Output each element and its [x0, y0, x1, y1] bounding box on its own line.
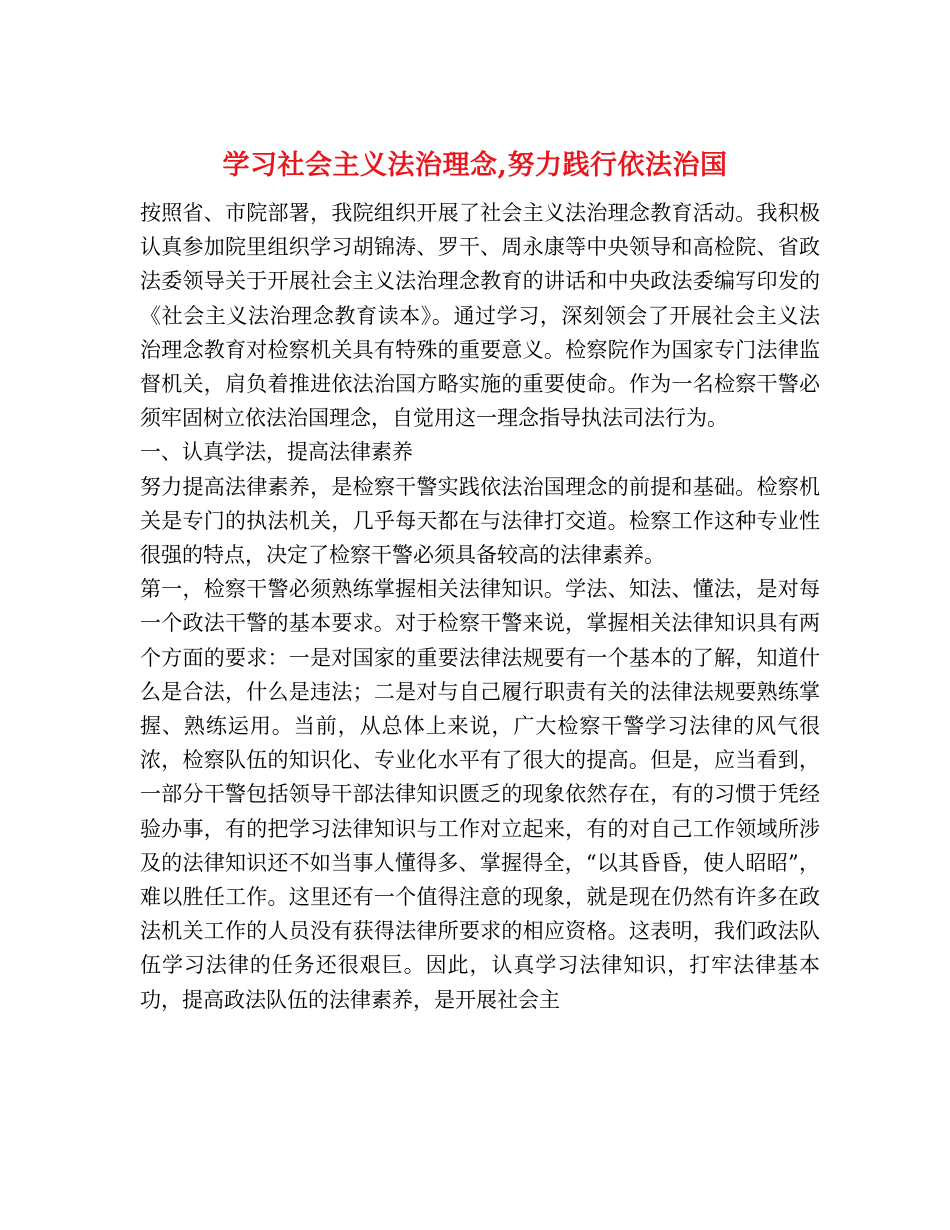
document-title: 学习社会主义法治理念,努力践行依法治国 — [222, 150, 728, 182]
paragraph-section-1: 努力提高法律素养，是检察干警实践依法治国理念的前提和基础。检察机关是专门的执法机关，几乎每天都在与法律打交道。检察工作这种专业性很强的特点，决定了检察干警必须具备较高的法律素养。 — [140, 474, 820, 568]
section-heading-1: 一、认真学法，提高法律素养 — [140, 440, 413, 465]
document-body — [140, 196, 820, 1017]
paragraph-point-1: 第一，检察干警必须熟练掌握相关法律知识。学法、知法、懂法，是对每一个政法干警的基本要求。对于检察干警来说，掌握相关法律知识具有两个方面的要求：一是对国家的重要法律法规要有一个基本的了解，知道什么是合法，什么是违法；二是对与自己履行职责有关的法律法规要熟练掌握、熟练运用。当前，从总体上来说，广大检察干警学习法律的风气很浓，检察队伍的知识化、专业化水平有了很大的提高。但是，应当看到，一部分干警包括领导干部法律知识匮乏的现象依然存在，有的习惯于凭经验办事，有的把学习法律知识与工作对立起来，有的对自己工作领域所涉及的法律知识还不如当事人懂得多、掌握得全，“以其昏昏，使人昭昭”，难以胜任工作。这里还有一个值得注意的现象，就是现在仍然有许多在政法机关工作的人员没有获得法律所要求的相应资格。这表明，我们政法队伍学习法律的任务还很艰巨。因此，认真学习法律知识，打牢法律基本功，提高政法队伍的法律素养，是开展社会主 — [140, 577, 820, 1012]
paragraph-intro: 按照省、市院部署，我院组织开展了社会主义法治理念教育活动。我积极认真参加院里组织学习胡锦涛、罗干、周永康等中央领导和高检院、省政法委领导关于开展社会主义法治理念教育的讲话和中央政法委编写印发的《社会主义法治理念教育读本》。通过学习，深刻领会了开展社会主义法治理念教育对检察机关具有特殊的重要意义。检察院作为国家专门法律监督机关，肩负着推进依法治国方略实施的重要使命。作为一名检察干警必须牢固树立依法治国理念，自觉用这一理念指导执法司法行为。 — [140, 201, 820, 431]
